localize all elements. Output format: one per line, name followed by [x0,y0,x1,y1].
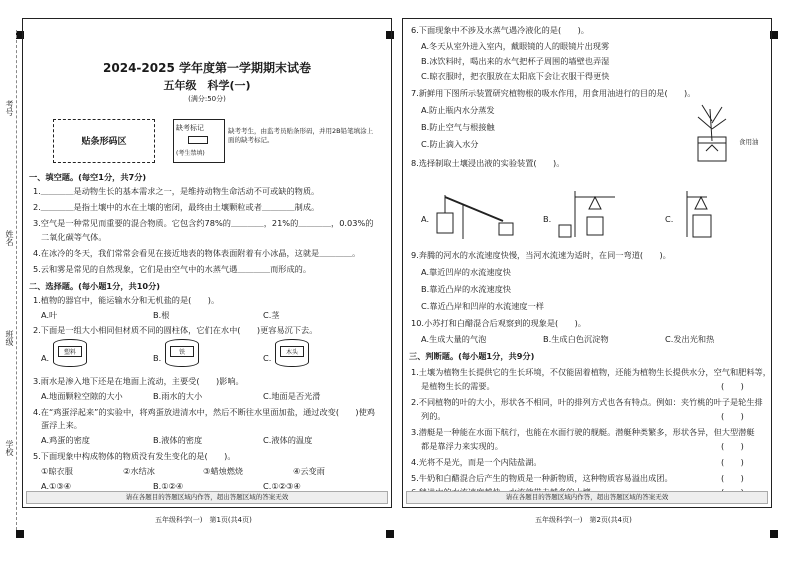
q7-opt-b[interactable]: B.防止空气与根接触 [421,122,495,132]
q2-3: 3.雨水是渗入地下还是在地面上流动，主要受( )影响。 [33,376,244,386]
j1b: 是植物生长的需要。 [421,381,495,391]
cylinder-iron [165,339,199,367]
absent-note: 缺考考生，由监考员贴条形码，并用2B铅笔填涂上面的缺考标记。 [228,127,374,144]
side-label-name: 姓名 [5,230,14,246]
q2-1-opt-a[interactable]: A.叶 [41,310,58,320]
q9-opt-a[interactable]: A.靠近凹岸的水流速度快 [421,267,511,277]
answer-area-tip: 请在各题目的答题区域内作答，超出答题区域的答案无效 [406,491,768,504]
j3-paren[interactable]: ( ) [721,441,744,451]
corner-mark [770,530,778,538]
j1-paren[interactable]: ( ) [721,381,744,391]
side-label-class: 班级 [5,330,14,346]
q6: 6.下面现象中不涉及水蒸气遇冷液化的是( )。 [411,25,589,35]
q6-opt-a[interactable]: A.冬天从室外进入室内，戴眼镜的人的眼镜片出现雾 [421,41,610,51]
apparatus-b-diagram [555,187,635,241]
side-label-id: 考号 [5,100,14,116]
q10-opt-c[interactable]: C.发出光和热 [665,334,715,344]
q10-opt-b[interactable]: B.生成白色沉淀物 [543,334,609,344]
cylinder-label: 塑料 [58,346,82,357]
binding-line [16,30,17,530]
q2-2-opt-a[interactable]: A. [41,353,50,363]
cylinder-label: 铁 [170,346,194,357]
cylinder-wood [275,339,309,367]
absent-sub: (考生禁填) [176,150,205,157]
q2-2-opt-b[interactable]: B. [153,353,162,363]
j1a: 1.土壤为植物生长提供它的生长环境，不仅能固着植物，还能为植物生长提供水分，空气和肥料等， [411,367,771,377]
corner-mark [16,530,24,538]
absent-mark-box [173,119,225,163]
q8-opt-c[interactable]: C. [665,214,674,224]
q2-3-opt-b[interactable]: B.雨水的大小 [153,391,203,401]
exam-subtitle: 五年级 科学(一) [163,79,251,92]
j4-paren[interactable]: ( ) [721,457,744,467]
j5: 5.牛奶和白醋混合后产生的物质是一种新物质，这种物质容易溢出成团。 [411,473,673,483]
q2-3-opt-a[interactable]: A.地面颗粒空隙的大小 [41,391,123,401]
answer-area-tip: 请在各题目的答题区域内作答，超出答题区域的答案无效 [26,491,388,504]
q9-opt-b[interactable]: B.靠近凸岸的水流速度快 [421,284,512,294]
side-label-school: 学校 [5,440,14,456]
absent-title: 缺考标记 [176,124,204,132]
score-note: (满分:50分) [188,95,226,103]
q2-5: 5.下面现象中构成物体的物质没有发生变化的是( )。 [33,451,236,461]
q2-5-opt-c[interactable]: C.①②③④ [263,481,301,491]
cylinder-label: 木头 [280,346,304,357]
q7-opt-c[interactable]: C.防止滴入水分 [421,139,479,149]
q8-opt-a[interactable]: A. [421,214,430,224]
q2-5-opt-b[interactable]: B.①②④ [153,481,184,491]
section-2-heading: 二、选择题。(每小题1分，共10分) [29,281,161,291]
j4: 4.光将不是光，而是一个内陆盐湖。 [411,457,542,467]
q10-opt-a[interactable]: A.生成大量的气泡 [421,334,487,344]
q7: 7.新鲜用下图所示装置研究植物根的吸水作用，用食用油进行的目的是( )。 [411,88,696,98]
oil-label: 食用油 [739,138,759,146]
barcode-area [53,119,155,163]
section-3-heading: 三、判断题。(每小题1分，共9分) [409,351,535,361]
q9-opt-c[interactable]: C.靠近凸岸和凹岸的水流速度一样 [421,301,544,311]
q6-opt-c[interactable]: C.晾衣服时，把衣服放在太阳底下会让衣服干得更快 [421,71,610,81]
j2b: 列的。 [421,411,446,421]
section-1-heading: 一、填空题。(每空1分，共7分) [29,172,147,182]
cylinder-plastic [53,339,87,367]
page-1-footer: 五年级科学(一) 第1页(共4页) [155,516,252,524]
j5-paren[interactable]: ( ) [721,473,744,483]
q2-4-opt-b[interactable]: B.液体的密度 [153,435,203,445]
j2-paren[interactable]: ( ) [721,411,744,421]
q2-5-item-3: ③蜡烛燃烧 [203,466,244,476]
q2-1-opt-c[interactable]: C.茎 [263,310,280,320]
q9: 9.奔腾的河水的水流速度快慢，当河水流速为适时，在同一弯道( )。 [411,250,671,260]
q2-4-opt-a[interactable]: A.鸡蛋的密度 [41,435,90,445]
q1-5: 5.云和雾是常见的自然现象，它们是由空气中的水蒸气遇＿＿＿＿而形成的。 [33,264,312,274]
q1-3b: 二氧化碳等气体。 [41,232,107,242]
q2-4a: 4.在“鸡蛋浮起来”的实验中，将鸡蛋放进清水中，然后不断往水里面加盐，通过改变( )使鸡 [33,407,375,417]
q2-4-opt-c[interactable]: C.液体的温度 [263,435,313,445]
q1-4: 4.在冰冷的冬天，我们常常会看见在接近地表的物体表面附着有小冰晶，这就是＿＿＿＿。 [33,248,361,258]
q7-opt-a[interactable]: A.防止瓶内水分蒸发 [421,105,495,115]
q8-opt-b[interactable]: B. [543,214,552,224]
apparatus-a-diagram [433,191,523,241]
q2-1-opt-b[interactable]: B.根 [153,310,170,320]
q8: 8.选择制取土壤浸出液的实验装置( )。 [411,158,565,168]
exam-page-2 [402,18,772,508]
absent-checkbox[interactable] [188,136,208,144]
j3a: 3.潜艇是一种能在水面下航行，也能在水面行驶的舰艇。潜艇种类繁多，形状各异，但大型潜艇 [411,427,755,437]
q2-4b: 蛋浮上来。 [41,420,82,430]
exam-title: 2024-2025 学年度第一学期期末试卷 [103,61,311,75]
exam-page-1 [22,18,392,508]
barcode-label: 贴条形码区 [81,137,127,147]
q1-3a: 3.空气是一种常见而重要的混合物质。它包含约78%的＿＿＿＿，21%的＿＿＿＿，0.03%的 [33,218,374,228]
q2-2: 2.下面是一组大小相同但材质不同的圆柱体，它们在水中( )更容易沉下去。 [33,325,318,335]
q2-5-item-4: ④云变雨 [293,466,325,476]
q1-2: 2.＿＿＿＿是指土壤中的水在土壤的密闭，最终由土壤颗粒或者＿＿＿＿制成。 [33,202,320,212]
q2-2-opt-c[interactable]: C. [263,353,272,363]
q6-opt-b[interactable]: B.冰饮料时，喝出来的水气把杯子周围的墙壁也弄湿 [421,56,610,66]
q1-1: 1.＿＿＿＿是动物生长的基本需求之一，是维持动物生命活动不可或缺的物质。 [33,186,320,196]
q2-5-item-2: ②水结冰 [123,466,155,476]
q2-1: 1.植物的器官中，能运输水分和无机盐的是( )。 [33,295,220,305]
j2a: 2.不同植物的叶的大小，形状各不相同，叶的排列方式也各有特点。例如：夹竹桃的叶子是轮生排 [411,397,763,407]
q2-5-item-1: ①晾衣服 [41,466,73,476]
plant-in-jar-diagram [688,101,738,163]
corner-mark [386,530,394,538]
q2-3-opt-c[interactable]: C.地面是否光滑 [263,391,321,401]
page-2-footer: 五年级科学(一) 第2页(共4页) [535,516,632,524]
apparatus-c-diagram [677,187,727,241]
q10: 10.小苏打和白醋混合后观察到的现象是( )。 [411,318,586,328]
q2-5-opt-a[interactable]: A.①③④ [41,481,72,491]
j3b: 都是靠浮力来实现的。 [421,441,503,451]
